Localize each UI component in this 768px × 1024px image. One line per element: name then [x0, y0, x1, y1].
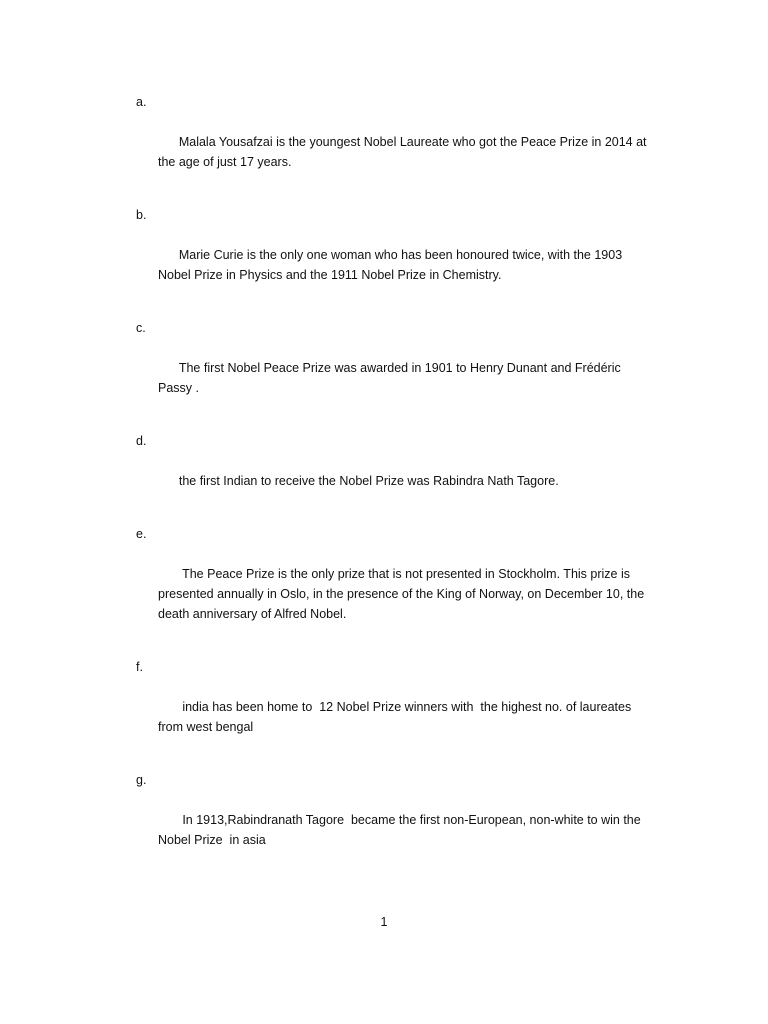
facts-list [136, 92, 656, 883]
list-item [136, 205, 656, 305]
list-item-text: The first Nobel Peace Prize was awarded in 1901 to Henry Dunant and Frédéric Passy . [158, 361, 625, 395]
list-marker: f. [136, 660, 143, 674]
list-item-text: In 1913,Rabindranath Tagore became the first non-European, non-white to win the Nobel Prize in asia [158, 813, 645, 847]
page-number: 1 [380, 915, 388, 929]
list-item-text: Marie Curie is the only one woman who has been honoured twice, with the 1903 Nobel Prize in Physics and the 1911 Nobel Prize in Chemistry. [158, 248, 626, 282]
list-item-text: Malala Yousafzai is the youngest Nobel Laureate who got the Peace Prize in 2014 at the age of just 17 years. [158, 135, 651, 169]
list-marker: a. [136, 95, 147, 109]
list-marker: b. [136, 208, 147, 222]
list-item [136, 318, 656, 418]
list-item-text: india has been home to 12 Nobel Prize winners with the highest no. of laureates from west bengal [158, 700, 635, 734]
list-item [136, 431, 656, 511]
list-item [136, 524, 656, 644]
list-marker: d. [136, 434, 147, 448]
list-marker: c. [136, 321, 146, 335]
list-item [136, 657, 656, 757]
list-item [136, 770, 656, 870]
list-marker: g. [136, 773, 147, 787]
list-item-text: the first Indian to receive the Nobel Prize was Rabindra Nath Tagore. [178, 474, 559, 488]
list-marker: e. [136, 527, 147, 541]
list-item [136, 92, 656, 192]
list-item-text: The Peace Prize is the only prize that is not presented in Stockholm. This prize is presented annually in Oslo, in the presence of the King of Norway, on December 10, the death anniversary of Alfred Nobel. [158, 567, 648, 621]
